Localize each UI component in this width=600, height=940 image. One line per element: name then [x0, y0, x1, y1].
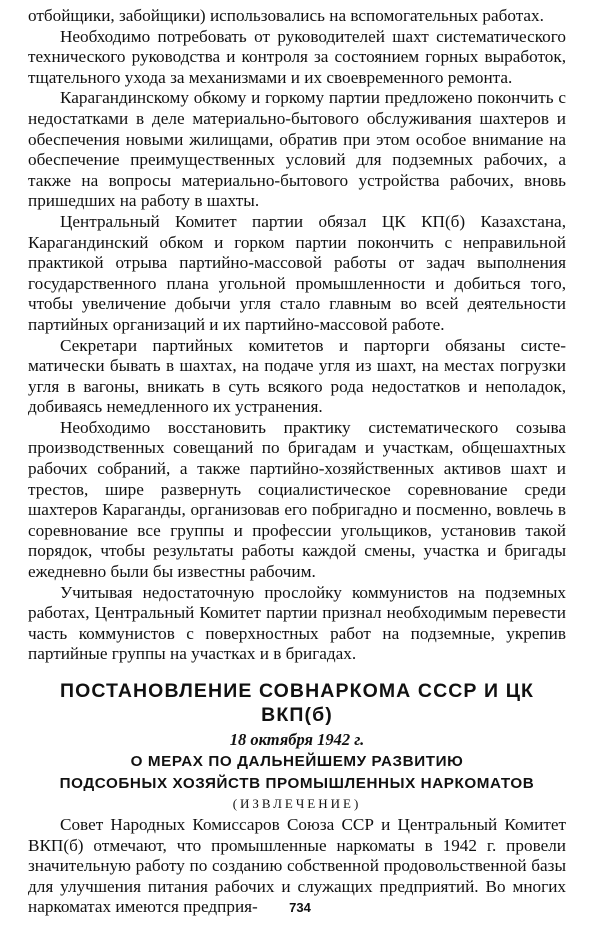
- page-number: 734: [289, 900, 311, 915]
- resolution-title: ПОСТАНОВЛЕНИЕ СОВНАРКОМА СССР И ЦК ВКП(б): [59, 680, 535, 726]
- paragraph-party-secretaries: Секретари партийных комитетов и парторги обязаны систематически бывать в шахтах, на подаче угля из шахт, на местах погрузки угля в вагоны, вникать в суть всякого рода недостатков и неполадок, добиваясь немедленного их устранения.: [28, 335, 566, 417]
- paragraph-mine-management: Необходимо потребовать от руководителей шахт систематического технического руководства и контроля за состоянием горных выработок, тщательного ухода за механизмами и их своевременного ремонта.: [28, 26, 566, 87]
- resolution-date: 18 октября 1942 г.: [229, 730, 365, 749]
- resolution-subtitle-line2: ПОДСОБНЫХ ХОЗЯЙСТВ ПРОМЫШЛЕННЫХ НАРКОМАТОВ: [59, 775, 535, 792]
- paragraph-karaganda-committee: Карагандинскому обкому и горкому партии предложено покончить с недостатками в деле материально-бытового обслуживания шахтеров и обеспечения новыми жилищами, обратив при этом особое внимание на обеспечение преимущественных условий для подземных рабочих, а также на вопросы материально-бытового устройства рабочих, вновь пришедших на работу в шахты.: [28, 88, 566, 211]
- paragraph-central-committee: Центральный Комитет партии обязал ЦК КП(б) Казахстана, Карагандинский обком и горком партии покончить с неправильной практикой отрыва партийно-массовой работы от задач выполнения государственного плана угольной промышленности и добиться того, чтобы увеличение добычи угля стало главным во всей деятельности партийных организаций и их партийно-массовой работе.: [28, 211, 566, 334]
- paragraph-communists-underground: Учитывая недостаточную прослойку коммунистов на подземных работах, Центральный Комитет партии признал необходимым перевести часть коммунистов с поверхностных работ на подземные, укрепив партийные группы на участках и в бригадах.: [28, 582, 566, 664]
- document-page: [28, 6, 566, 918]
- paragraph-continuation: отбойщики, забойщики) использовались на вспомогательных работах.: [28, 6, 544, 25]
- paragraph-production-meetings: Необходимо восстановить практику систематического созыва производственных совещаний по бригадам и участкам, общешахтных рабочих собраний, а также партийно-хозяйственных активов шахт и трестов, шире развернуть социалистическое соревнование среди шахтеров Караганды, организовав его побригадно и посменно, вовлечь в соревнование все группы и профессии угольщиков, установив такой порядок, чтобы результаты работы каждой смены, участка и бригады ежедневно были бы известны рабочим.: [28, 417, 566, 582]
- resolution-subtitle-line1: О МЕРАХ ПО ДАЛЬНЕЙШЕМУ РАЗВИТИЮ: [130, 753, 464, 770]
- paragraph-resolution-body: Совет Народных Комиссаров Союза ССР и Центральный Комитет ВКП(б) отмечают, что промышленные наркоматы в 1942 г. провели значительную работу по созданию собственной продовольственной базы для улучшения питания рабочих и служащих предприятий. Во многих наркоматах имеются предприя-: [28, 815, 566, 917]
- resolution-extract-label: (ИЗВЛЕЧЕНИЕ): [232, 796, 362, 811]
